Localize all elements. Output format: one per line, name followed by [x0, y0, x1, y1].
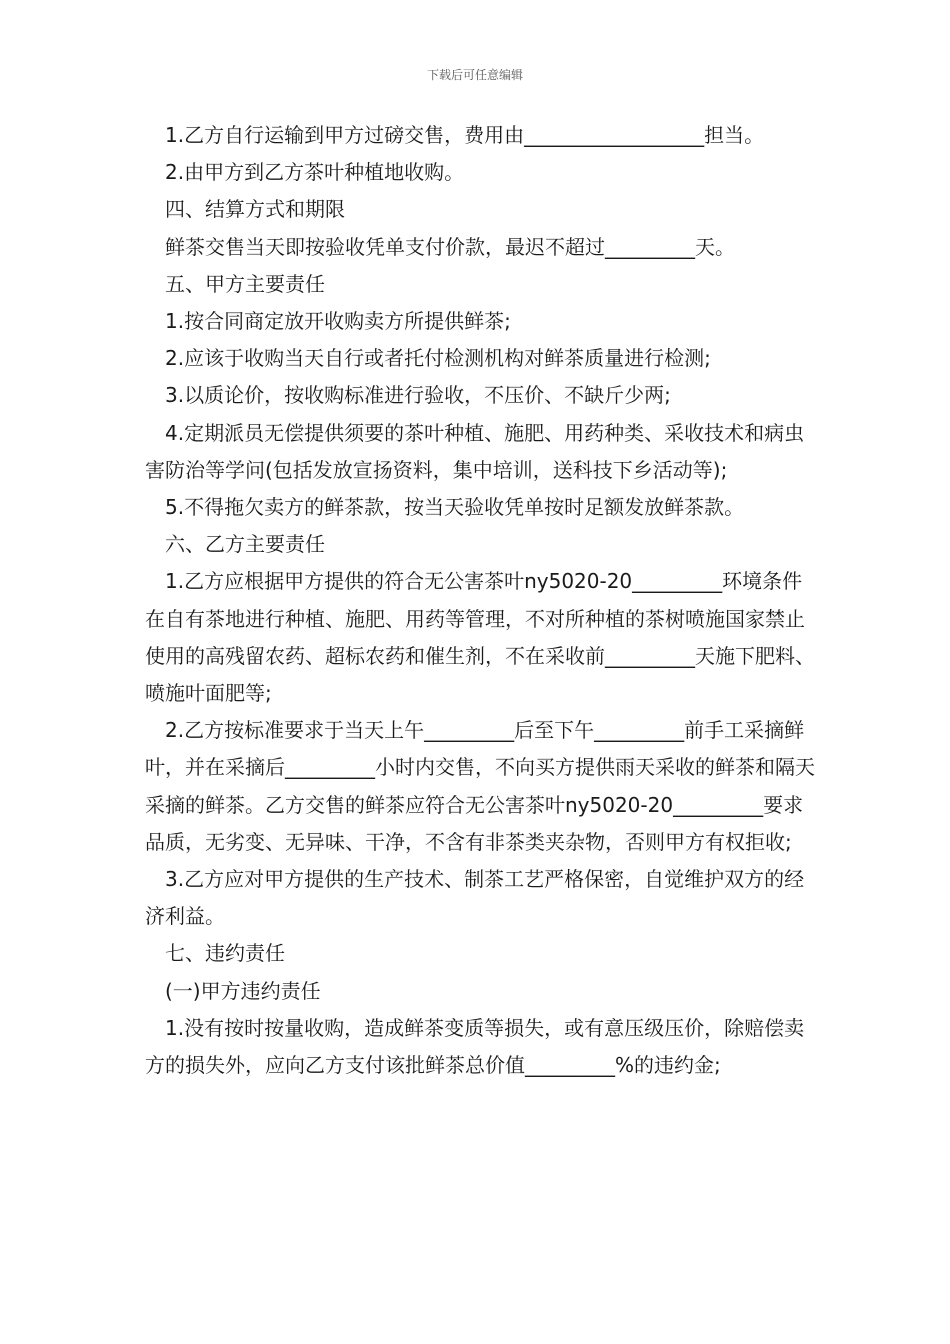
paragraph-party-b-3: 3.乙方应对甲方提供的生产技术、制茶工艺严格保密，自觉维护双方的经济利益。	[145, 867, 805, 929]
paragraph-party-a-4: 4.定期派员无偿提供须要的茶叶种植、施肥、用药种类、采收技术和病虫害防治等学问(包括发放宣扬资料，集中培训，送科技下乡活动等);	[145, 420, 805, 482]
paragraph-transport-buyer: 2.由甲方到乙方茶叶种植地收购。	[165, 160, 465, 185]
section-heading-party-a: 五、甲方主要责任	[165, 271, 325, 296]
section-heading-party-b: 六、乙方主要责任	[165, 532, 325, 557]
paragraph-party-a-1: 1.按合同商定放开收购卖方所提供鲜茶;	[165, 309, 511, 334]
subsection-heading-party-a-breach: (一)甲方违约责任	[165, 978, 321, 1003]
section-heading-settlement: 四、结算方式和期限	[165, 197, 345, 222]
paragraph-transport-self: 1.乙方自行运输到甲方过磅交售，费用由__________________担当。	[165, 123, 765, 147]
paragraph-party-a-2: 2.应该于收购当天自行或者托付检测机构对鲜茶质量进行检测;	[165, 346, 711, 371]
paragraph-party-a-3: 3.以质论价，按收购标准进行验收，不压价、不缺斤少两;	[165, 383, 671, 408]
paragraph-party-b-2: 2.乙方按标准要求于当天上午_________后至下午_________前手工采摘鲜叶，并在采摘后_________小时内交售，不向买方提供雨天采收的鲜茶和隔天采摘的鲜茶。乙方交售的鲜茶应符合无公害茶叶ny5020-20_________要求品质，无劣变、无异味、干净，不含有非茶类夹杂物，否则甲方有权拒收;	[145, 718, 815, 854]
document-body	[145, 117, 817, 1084]
paragraph-settlement: 鲜茶交售当天即按验收凭单支付价款，最迟不超过_________天。	[165, 234, 735, 259]
section-heading-breach: 七、违约责任	[165, 941, 285, 966]
paragraph-party-a-5: 5.不得拖欠卖方的鲜茶款，按当天验收凭单按时足额发放鲜茶款。	[165, 495, 745, 520]
paragraph-party-b-1: 1.乙方应根据甲方提供的符合无公害茶叶ny5020-20_________环境条件在自有茶地进行种植、施肥、用药等管理，不对所种植的茶树喷施国家禁止使用的高残留农药、超标农药和催生剂，不在采收前_________天施下肥料、喷施叶面肥等;	[145, 569, 815, 706]
page-header-note: 下载后可任意编辑	[426, 68, 523, 82]
paragraph-breach-1: 1.没有按时按量收购，造成鲜茶变质等损失，或有意压级压价，除赔偿卖方的损失外，应向乙方支付该批鲜茶总价值_________%的违约金;	[145, 1015, 805, 1078]
